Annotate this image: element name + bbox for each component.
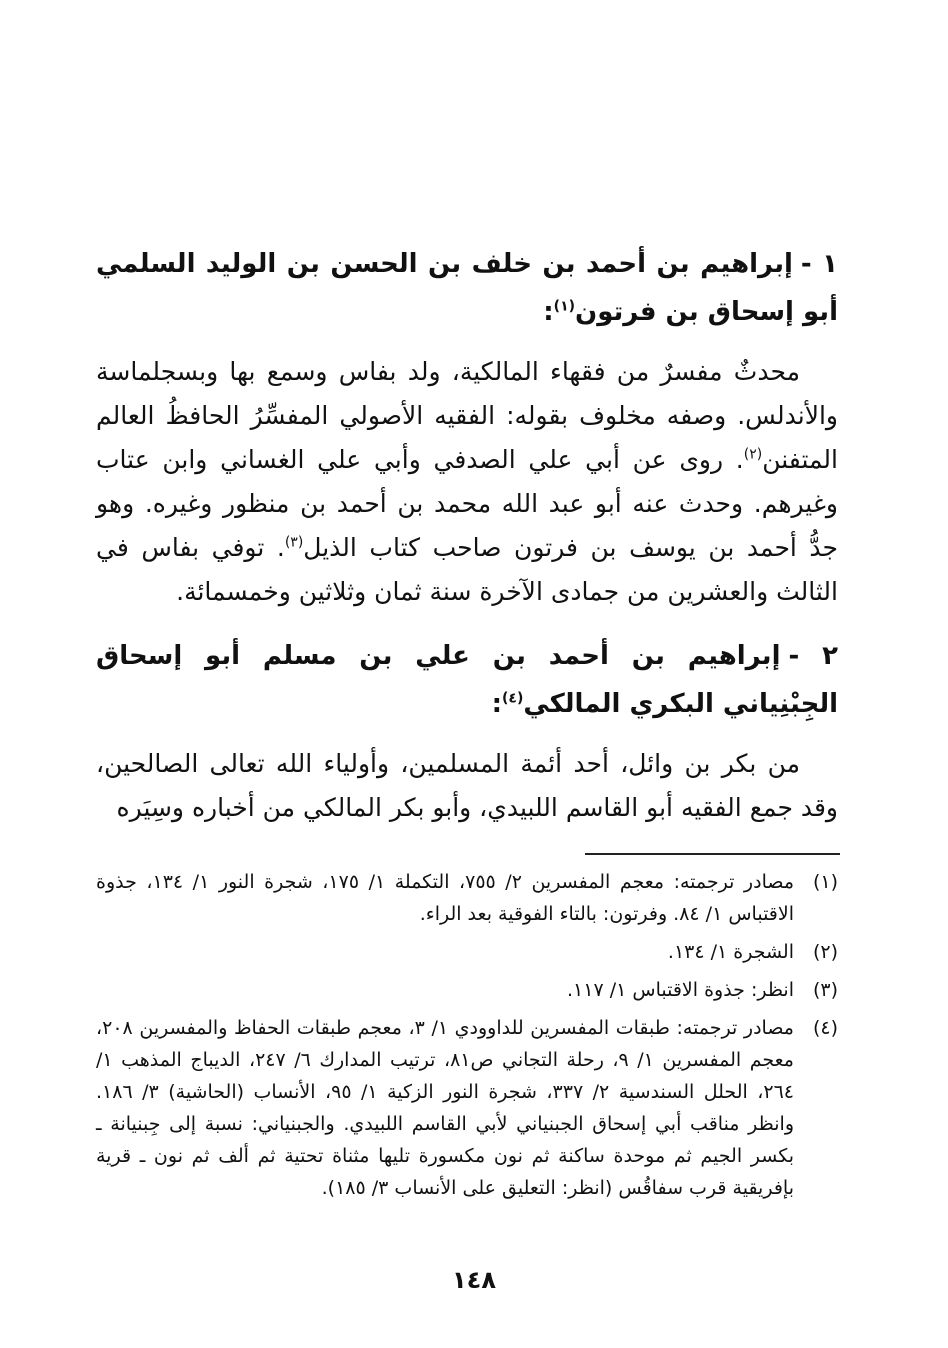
entry-1-body xyxy=(96,350,838,614)
entry-2-note-ref: (٤) xyxy=(501,690,524,707)
entry-1-body-note-ref-3: (٣) xyxy=(284,534,304,551)
footnote-4-number: (٤) xyxy=(812,1017,838,1039)
footnote-2-number: (٢) xyxy=(812,941,838,963)
footnote-1 xyxy=(96,866,838,930)
footnote-4-text: مصادر ترجمته: طبقات المفسرين للداوودي ١/ ٣، معجم طبقات الحفاظ والمفسرين ٢٠٨، معجم المفسرين ١/ ٩، رحلة التجاني ص٨١، ترتيب المدارك ٦/ ٢٤٧، الديباج المذهب ١/ ٢٦٤، الحلل السندسية ٢/ ٣٣٧، شجرة النور الزكية ١/ ٩٥، الأنساب (الحاشية) ٣/ ١٨٦. وانظر مناقب أبي إسحاق الجبنياني لأبي القاسم اللبيدي. والجبنياني: نسبة إلى جِبنيانة ـ بكسر الجيم ثم موحدة ساكنة ثم نون مكسورة تليها مثناة تحتية ثم ألف ثم نون ـ قرية بإفريقية قرب سفاقُس (انظر: التعليق على الأنساب ٣/ ١٨٥). xyxy=(96,1017,794,1199)
footnote-4 xyxy=(96,1012,838,1204)
footnote-3-text: انظر: جذوة الاقتباس ١/ ١١٧. xyxy=(567,979,794,1001)
entry-1-title xyxy=(96,240,838,336)
footnote-3 xyxy=(96,974,838,1006)
entry-1-body-note-ref-2: (٢) xyxy=(743,446,763,463)
entry-1-number: ١ - xyxy=(800,249,838,279)
entry-2-title xyxy=(96,632,838,728)
footnote-divider xyxy=(585,853,840,855)
entry-2-body xyxy=(96,742,838,830)
entry-1-body-part-2: . روى عن أبي علي الصدفي وأبي علي الغساني وابن عتاب وغيرهم. وحدث عنه أبو عبد الله محمد بن أحمد بن منظور وغيره. وهو جدُّ أحمد بن يوسف بن فرتون صاحب كتاب الذيل xyxy=(96,445,838,562)
entry-1-note-ref: (١) xyxy=(553,298,576,315)
footnote-2-text: الشجرة ١/ ١٣٤. xyxy=(667,941,794,963)
footnotes xyxy=(96,866,838,1210)
footnote-1-text: مصادر ترجمته: معجم المفسرين ٢/ ٧٥٥، التكملة ١/ ١٧٥، شجرة النور ١/ ١٣٤، جذوة الاقتباس ١/ ٨٤. وفرتون: بالتاء الفوقية بعد الراء. xyxy=(96,871,795,925)
entry-2-body-part-1: من بكر بن وائل، أحد أئمة المسلمين، وأولياء الله تعالى الصالحين، وقد جمع الفقيه أبو القاسم اللبيدي، وأبو بكر المالكي من أخباره وسِيَره xyxy=(96,749,838,822)
entry-1-body-part-3: . توفي بفاس في الثالث والعشرين من جمادى الآخرة سنة ثمان وثلاثين وخمسمائة. xyxy=(96,533,838,606)
entry-2-name: إبراهيم بن أحمد بن علي بن مسلم أبو إسحاق الجِبْنِياني البكري المالكي xyxy=(96,641,838,719)
entry-1-colon: : xyxy=(543,297,554,327)
entry-2-colon: : xyxy=(491,689,502,719)
page-number: ١٤٨ xyxy=(452,1266,496,1294)
footnote-1-number: (١) xyxy=(812,871,838,893)
main-text xyxy=(96,240,838,830)
entry-1-body-part-1: محدثٌ مفسرٌ من فقهاء المالكية، ولد بفاس وسمع بها وبسجلماسة والأندلس. وصفه مخلوف بقوله: الفقيه الأصولي المفسِّرُ الحافظُ العالم المتفنن xyxy=(96,357,838,474)
entry-1-name: إبراهيم بن أحمد بن خلف بن الحسن بن الوليد السلمي أبو إسحاق بن فرتون xyxy=(96,249,838,327)
entry-2-number: ٢ - xyxy=(788,641,839,671)
footnote-2 xyxy=(96,936,838,968)
footnote-3-number: (٣) xyxy=(812,979,838,1001)
